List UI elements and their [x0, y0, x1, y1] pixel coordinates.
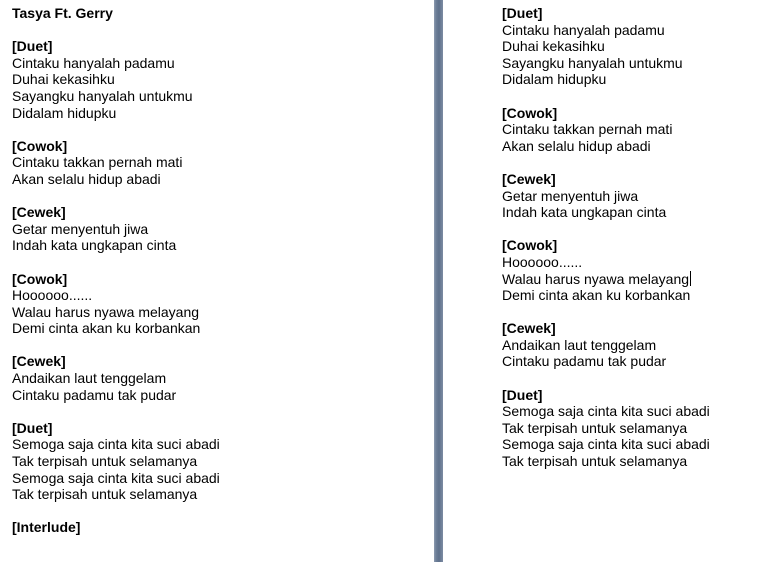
lyric-line-text: Tak terpisah untuk selamanya [502, 419, 688, 436]
lyric-line-text: Getar menyentuh jiwa [502, 187, 639, 204]
lyric-line [502, 138, 710, 155]
lyric-line [12, 154, 220, 171]
lyric-line [12, 486, 220, 503]
lyric-line [502, 204, 710, 221]
left-section [12, 138, 220, 188]
lyric-line [12, 105, 220, 122]
lyric-line-text: Hoooooo...... [502, 253, 583, 270]
lyric-line [12, 171, 220, 188]
lyric-line [502, 436, 710, 453]
lyric-line [12, 387, 220, 404]
lyrics-column-right [502, 5, 710, 486]
lyric-line-text: Tak terpisah untuk selamanya [502, 453, 688, 470]
lyric-line [12, 287, 220, 304]
document-page-right[interactable] [443, 0, 784, 562]
right-section [502, 237, 710, 303]
lyric-line-text: Akan selalu hidup abadi [12, 170, 161, 187]
right-sections [502, 5, 710, 470]
text-cursor [690, 271, 691, 286]
lyric-line-text: Akan selalu hidup abadi [502, 137, 651, 154]
right-section [502, 387, 710, 470]
right-section [502, 320, 710, 370]
section-tag: [Cewek] [12, 204, 66, 221]
section-tag: [Cowok] [12, 137, 68, 154]
lyric-line-text: Andaikan laut tenggelam [502, 336, 657, 353]
section-tag: [Cowok] [502, 237, 558, 254]
lyric-line-text: Duhai kekasihku [502, 38, 605, 55]
section-tag: [Cewek] [502, 170, 556, 187]
lyric-line-text: Cintaku takkan pernah mati [12, 154, 183, 171]
right-section [502, 5, 710, 88]
lyric-line-text: Cintaku padamu tak pudar [502, 353, 667, 370]
lyric-line [502, 121, 710, 138]
section-tag: [Cowok] [12, 270, 68, 287]
lyric-line-text: Semoga saja cinta kita suci abadi [502, 436, 710, 453]
right-section [502, 105, 710, 155]
lyric-line [502, 403, 710, 420]
left-sections [12, 38, 220, 536]
lyric-line [502, 271, 710, 288]
lyric-line-text: Semoga saja cinta kita suci abadi [12, 436, 220, 453]
lyric-line [502, 337, 710, 354]
lyric-line [502, 22, 710, 39]
lyric-line-text: Didalam hidupku [12, 104, 117, 121]
lyric-line-text: Demi cinta akan ku korbankan [12, 320, 201, 337]
section-tag: [Cowok] [502, 104, 558, 121]
lyric-line-text: Sayangku hanyalah untukmu [502, 54, 683, 71]
section-tag: [Duet] [12, 419, 53, 436]
lyric-line-text: Cintaku padamu tak pudar [12, 386, 177, 403]
lyric-line [12, 370, 220, 387]
lyric-line [502, 71, 710, 88]
lyric-line [502, 55, 710, 72]
lyric-line [12, 470, 220, 487]
lyric-line [502, 420, 710, 437]
lyric-line-text: Tak terpisah untuk selamanya [12, 453, 198, 470]
lyric-line [502, 38, 710, 55]
section-tag: [Duet] [502, 386, 543, 403]
lyrics-column-left [12, 5, 220, 553]
lyric-line-text: Walau harus nyawa melayang [502, 270, 690, 287]
lyric-line [12, 304, 220, 321]
lyric-line-text: Tak terpisah untuk selamanya [12, 486, 198, 503]
left-section [12, 420, 220, 503]
lyric-line-text: Andaikan laut tenggelam [12, 370, 167, 387]
left-section [12, 519, 220, 536]
lyric-line-text: Getar menyentuh jiwa [12, 220, 149, 237]
section-tag: [Cewek] [502, 320, 556, 337]
lyric-line [502, 254, 710, 271]
lyric-line-text: Sayangku hanyalah untukmu [12, 87, 193, 104]
left-section [12, 204, 220, 254]
lyric-line-text: Hoooooo...... [12, 287, 93, 304]
lyric-line [502, 453, 710, 470]
section-tag: [Duet] [502, 5, 543, 21]
lyric-line [502, 188, 710, 205]
section-tag: [Cewek] [12, 353, 66, 370]
right-section [502, 171, 710, 221]
lyric-line [12, 237, 220, 254]
lyric-line-text: Cintaku takkan pernah mati [502, 121, 673, 138]
lyric-line-text: Walau harus nyawa melayang [12, 303, 200, 320]
page-gutter [434, 0, 443, 562]
lyric-line-text: Demi cinta akan ku korbankan [502, 287, 691, 304]
lyric-line [12, 320, 220, 337]
lyric-line [12, 71, 220, 88]
lyric-line [12, 221, 220, 238]
song-title: Tasya Ft. Gerry [12, 5, 113, 21]
lyric-line [12, 88, 220, 105]
lyric-line [502, 287, 710, 304]
lyric-line-text: Semoga saja cinta kita suci abadi [12, 469, 220, 486]
lyric-line [12, 55, 220, 72]
lyric-line-text: Cintaku hanyalah padamu [502, 21, 665, 38]
lyric-line [12, 453, 220, 470]
lyric-line-text: Indah kata ungkapan cinta [502, 204, 667, 221]
left-section [12, 353, 220, 403]
lyric-line-text: Indah kata ungkapan cinta [12, 237, 177, 254]
lyric-line [12, 436, 220, 453]
section-tag: [Interlude] [12, 519, 81, 536]
section-tag: [Duet] [12, 38, 53, 55]
left-section [12, 38, 220, 121]
lyric-line [502, 353, 710, 370]
lyric-line-text: Cintaku hanyalah padamu [12, 54, 175, 71]
lyric-line-text: Didalam hidupku [502, 71, 607, 88]
lyric-line-text: Semoga saja cinta kita suci abadi [502, 403, 710, 420]
left-section [12, 271, 220, 337]
lyric-line-text: Duhai kekasihku [12, 71, 115, 88]
